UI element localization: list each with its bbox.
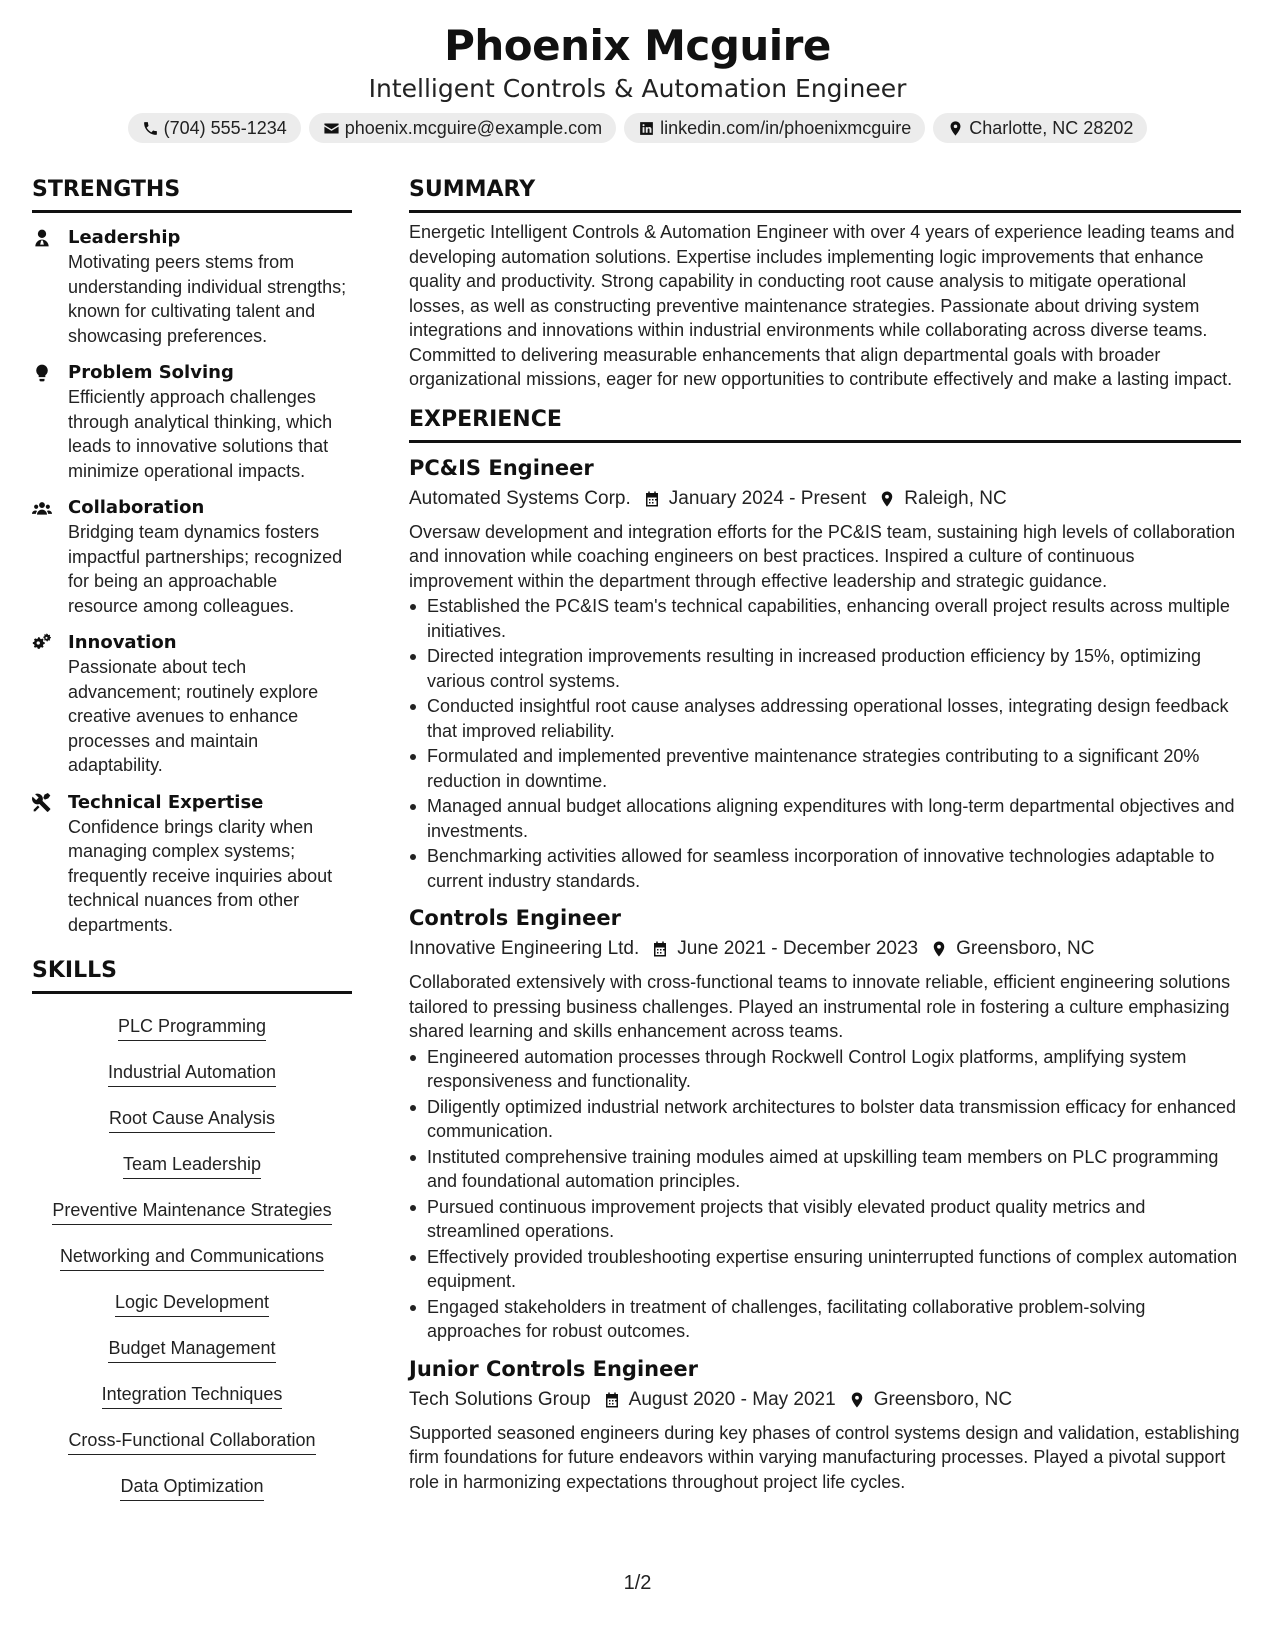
contact-email-text: phoenix.mcguire@example.com bbox=[344, 117, 603, 138]
strength-title: Leadership bbox=[68, 227, 181, 248]
job-dates: August 2020 - May 2021 bbox=[628, 1388, 836, 1410]
job-location: Raleigh, NC bbox=[904, 487, 1007, 509]
contact-linkedin-text: linkedin.com/in/phoenixmcguire bbox=[660, 117, 912, 138]
map-pin-icon bbox=[848, 1391, 866, 1409]
job-description: Supported seasoned engineers during key phases of control systems design and validation, establishing firm foundations for future endeavors within varying manufacturing processes. Played a pivotal support role in harmonizing expectations throughout project life cycles. bbox=[409, 1422, 1240, 1492]
job-entry bbox=[409, 903, 1241, 1344]
strength-description: Motivating peers stems from understanding individual strengths; known for cultivating talent and showcasing preferences. bbox=[68, 252, 347, 346]
job-bullet: Effectively provided troubleshooting expertise ensuring uninterrupted functions of complex automation equipment. bbox=[409, 1245, 1241, 1294]
job-role: PC&IS Engineer bbox=[409, 455, 594, 480]
experience-heading: EXPERIENCE bbox=[409, 406, 1241, 443]
map-pin-icon bbox=[930, 940, 948, 958]
users-icon bbox=[32, 498, 52, 518]
skill-item: Root Cause Analysis bbox=[109, 1106, 275, 1133]
calendar-icon bbox=[603, 1391, 621, 1409]
phone-icon bbox=[142, 120, 159, 137]
skills-heading: SKILLS bbox=[32, 957, 352, 994]
strength-item bbox=[32, 225, 352, 348]
job-entry bbox=[409, 453, 1241, 894]
job-bullet: Instituted comprehensive training modules aimed at upskilling team members on PLC programming and foundational automation principles. bbox=[409, 1145, 1241, 1194]
job-bullet: Pursued continuous improvement projects that visibly elevated product quality metrics and streamlined operations. bbox=[409, 1195, 1241, 1244]
tools-icon bbox=[32, 793, 52, 813]
envelope-icon bbox=[323, 120, 340, 137]
job-location: Greensboro, NC bbox=[873, 1388, 1013, 1410]
job-bullet: Diligently optimized industrial network architectures to bolster data transmission efficacy for enhanced communication. bbox=[409, 1095, 1241, 1144]
job-company: Automated Systems Corp. bbox=[409, 487, 631, 509]
strength-title: Problem Solving bbox=[68, 362, 234, 383]
job-bullets bbox=[409, 594, 1241, 893]
map-pin-icon bbox=[947, 120, 964, 137]
skill-item: PLC Programming bbox=[118, 1014, 266, 1041]
left-column bbox=[32, 176, 352, 1510]
job-bullet: Benchmarking activities allowed for seamless incorporation of innovative technologies adaptable to current industry standards. bbox=[409, 844, 1241, 893]
job-bullets bbox=[409, 1045, 1241, 1344]
strength-description: Confidence brings clarity when managing complex systems; frequently receive inquiries about technical nuances from other departments. bbox=[68, 816, 333, 935]
skills-list bbox=[32, 1004, 352, 1510]
right-column bbox=[409, 176, 1241, 1494]
strength-item bbox=[32, 630, 352, 778]
strength-title: Innovation bbox=[68, 632, 177, 653]
contact-location bbox=[933, 113, 1147, 143]
job-description: Collaborated extensively with cross-functional teams to innovate reliable, efficient engineering solutions tailored to pressing business challenges. Played an instrumental role in fostering a culture emphasizing shared learning and skills enhancement across teams. bbox=[409, 972, 1231, 1041]
skill-item: Logic Development bbox=[115, 1290, 269, 1317]
summary-heading: SUMMARY bbox=[409, 176, 1241, 213]
strength-description: Passionate about tech advancement; routinely explore creative avenues to enhance processes and maintain adaptability. bbox=[68, 657, 319, 775]
resume-header bbox=[0, 18, 1275, 143]
contact-email[interactable] bbox=[309, 113, 616, 143]
calendar-icon bbox=[651, 940, 669, 958]
strength-item bbox=[32, 495, 352, 618]
lightbulb-icon bbox=[32, 363, 52, 383]
strengths-heading: STRENGTHS bbox=[32, 176, 352, 213]
skill-item: Budget Management bbox=[108, 1336, 275, 1363]
strength-title: Technical Expertise bbox=[68, 791, 264, 813]
job-description: Oversaw development and integration efforts for the PC&IS team, sustaining high levels of collaboration and innovation while coaching engineers on best practices. Inspired a culture of continuous improvement within the department through effective leadership and strategic guidance. bbox=[409, 521, 1236, 591]
calendar-icon bbox=[643, 490, 661, 508]
job-bullet: Established the PC&IS team's technical capabilities, enhancing overall project results across multiple initiatives. bbox=[409, 594, 1241, 643]
candidate-name: Phoenix Mcguire bbox=[444, 21, 831, 70]
job-bullet: Engineered automation processes through Rockwell Control Logix platforms, amplifying system responsiveness and functionality. bbox=[409, 1045, 1241, 1094]
skill-item: Data Optimization bbox=[120, 1474, 263, 1501]
strength-item bbox=[32, 790, 352, 938]
job-role: Controls Engineer bbox=[409, 906, 621, 930]
strength-title: Collaboration bbox=[68, 497, 205, 518]
contact-location-text: Charlotte, NC 28202 bbox=[969, 117, 1134, 138]
job-meta bbox=[409, 484, 1241, 514]
contact-bar bbox=[0, 113, 1275, 143]
job-bullet: Conducted insightful root cause analyses addressing operational losses, integrating design feedback that improved reliability. bbox=[409, 694, 1241, 743]
job-dates: June 2021 - December 2023 bbox=[677, 938, 919, 959]
map-pin-icon bbox=[878, 490, 896, 508]
strength-description: Bridging team dynamics fosters impactful partnerships; recognized for being an approachable resource among colleagues. bbox=[68, 522, 343, 616]
job-bullet: Directed integration improvements resulting in increased production efficiency by 15%, optimizing various control systems. bbox=[409, 644, 1241, 693]
job-company: Innovative Engineering Ltd. bbox=[409, 938, 640, 959]
job-dates: January 2024 - Present bbox=[668, 487, 867, 509]
summary-text: Energetic Intelligent Controls & Automation Engineer with over 4 years of experience leading teams and developing automation solutions. Expertise includes implementing logic improvements that enhance quality and productivity. Strong capability in conducting root cause analysis to mitigate operational losses, as well as constructing preventive maintenance strategies. Passionate about driving system integrations and innovations within industrial environments while collaborating across diverse teams. Committed to delivering measurable enhancements that align departmental goals with broader organizational missions, eager for new opportunities to contribute effectively and make a lasting impact. bbox=[409, 222, 1235, 389]
job-role: Junior Controls Engineer bbox=[409, 1356, 698, 1381]
job-bullet: Formulated and implemented preventive maintenance strategies contributing to a significant 20% reduction in downtime. bbox=[409, 744, 1241, 793]
page-number: 1/2 bbox=[623, 1572, 652, 1594]
user-tie-icon bbox=[32, 228, 52, 248]
cogs-icon bbox=[32, 633, 52, 653]
experience-section bbox=[409, 406, 1241, 1495]
job-bullet: Engaged stakeholders in treatment of challenges, facilitating collaborative problem-solving approaches for robust outcomes. bbox=[409, 1295, 1241, 1344]
strength-item bbox=[32, 360, 352, 483]
skill-item: Team Leadership bbox=[123, 1152, 261, 1179]
job-company: Tech Solutions Group bbox=[409, 1388, 591, 1410]
skill-item: Cross-Functional Collaboration bbox=[68, 1428, 315, 1455]
job-location: Greensboro, NC bbox=[956, 938, 1095, 959]
contact-linkedin[interactable] bbox=[624, 113, 925, 143]
job-entry bbox=[409, 1354, 1241, 1495]
job-meta bbox=[409, 934, 1241, 964]
skill-item: Integration Techniques bbox=[102, 1382, 283, 1409]
skill-item: Industrial Automation bbox=[108, 1060, 276, 1087]
linkedin-icon bbox=[638, 120, 655, 137]
strength-description: Efficiently approach challenges through analytical thinking, which leads to innovative solutions that minimize operational impacts. bbox=[68, 387, 333, 481]
contact-phone[interactable] bbox=[128, 113, 301, 143]
contact-phone-text: (704) 555-1234 bbox=[163, 117, 287, 138]
skill-item: Preventive Maintenance Strategies bbox=[52, 1198, 331, 1225]
candidate-title: Intelligent Controls & Automation Engineer bbox=[368, 74, 907, 103]
skill-item: Networking and Communications bbox=[60, 1244, 324, 1271]
job-meta bbox=[409, 1385, 1241, 1415]
job-bullet: Managed annual budget allocations aligning expenditures with long-term departmental objectives and investments. bbox=[409, 794, 1241, 843]
